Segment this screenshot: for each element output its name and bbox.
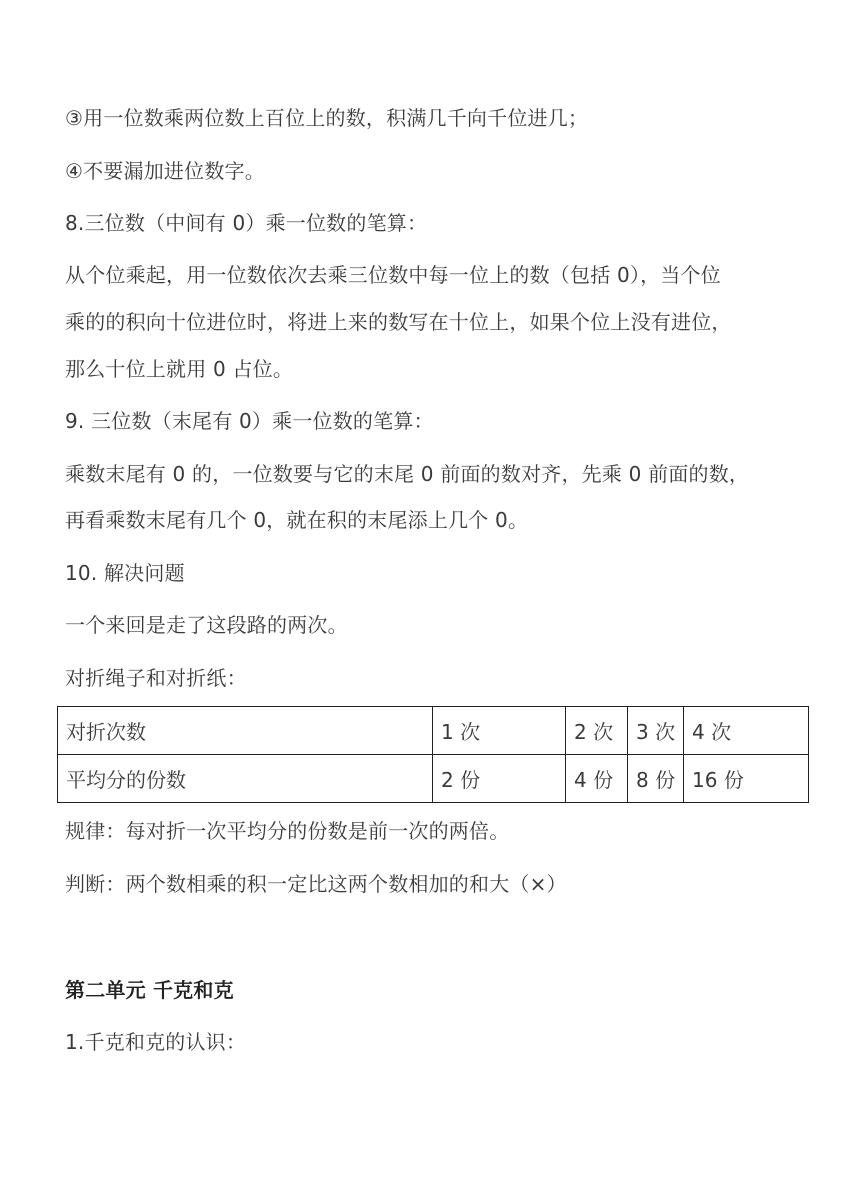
text-line: 规律：每对折一次平均分的份数是前一次的两倍。 <box>65 819 510 843</box>
table-cell: 8 份 <box>628 755 684 803</box>
text-line: 再看乘数末尾有几个 0，就在积的末尾添上几个 0。 <box>65 508 529 532</box>
table-cell: 对折次数 <box>58 707 433 755</box>
text-line: 对折绳子和对折纸： <box>65 666 247 690</box>
text-line: 判断：两个数相乘的积一定比这两个数相加的和大（×） <box>65 872 567 896</box>
section-heading: 8.三位数（中间有 0）乘一位数的笔算： <box>65 211 428 235</box>
text-line: 一个来回是走了这段路的两次。 <box>65 613 348 637</box>
section-heading: 10. 解决问题 <box>65 561 185 585</box>
table-cell: 1 次 <box>433 707 566 755</box>
section-heading: 1.千克和克的认识： <box>65 1030 247 1054</box>
text-line: 乘数末尾有 0 的，一位数要与它的末尾 0 前面的数对齐，先乘 0 前面的数， <box>65 462 750 486</box>
text-line: 从个位乘起，用一位数依次去乘三位数中每一位上的数（包括 0），当个位 <box>65 263 721 287</box>
table-cell: 2 次 <box>566 707 628 755</box>
table-cell: 4 次 <box>684 707 809 755</box>
table-cell: 16 份 <box>684 755 809 803</box>
table-cell: 平均分的份数 <box>58 755 433 803</box>
section-heading: 9. 三位数（末尾有 0）乘一位数的笔算： <box>65 409 434 433</box>
table-cell: 2 份 <box>433 755 566 803</box>
text-line: 那么十位上就用 0 占位。 <box>65 357 294 381</box>
table-cell: 4 份 <box>566 755 628 803</box>
unit-title: 第二单元 千克和克 <box>65 978 234 1002</box>
table-row <box>58 707 809 755</box>
table-cell: 3 次 <box>628 707 684 755</box>
text-line: ③用一位数乘两位数上百位上的数，积满几千向千位进几； <box>65 106 589 130</box>
text-line: ④不要漏加进位数字。 <box>65 159 265 183</box>
table-row <box>58 755 809 803</box>
folding-table <box>57 706 809 803</box>
text-line: 乘的的积向十位进位时，将进上来的数写在十位上，如果个位上没有进位， <box>65 310 732 334</box>
